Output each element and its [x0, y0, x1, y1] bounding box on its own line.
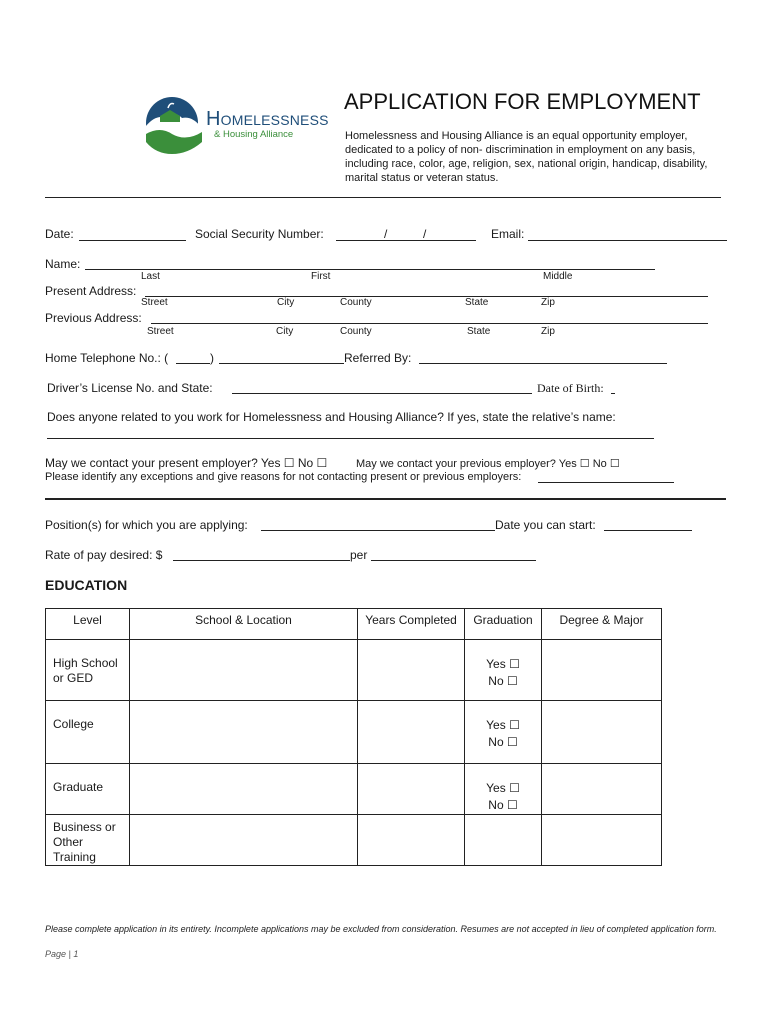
header-level: Level	[46, 609, 130, 640]
name-label: Name:	[45, 257, 81, 271]
graduation-no-checkbox[interactable]: No ☐	[488, 798, 518, 812]
degree-cell[interactable]	[542, 764, 662, 815]
name-input-line[interactable]	[85, 269, 655, 270]
graduation-no-checkbox[interactable]: No ☐	[488, 735, 518, 749]
dob-label: Date of Birth:	[537, 381, 604, 395]
page-number: Page | 1	[45, 949, 79, 959]
eeo-line: dedicated to a policy of non- discrimination in employment on any basis,	[345, 144, 696, 156]
drivers-license-label: Driver’s License No. and State:	[47, 381, 213, 395]
email-input-line[interactable]	[528, 240, 727, 241]
home-phone-close-paren: )	[210, 351, 214, 365]
date-label: Date:	[45, 227, 74, 241]
rate-label: Rate of pay desired: $	[45, 548, 163, 562]
school-cell[interactable]	[130, 701, 358, 764]
header-graduation: Graduation	[465, 609, 542, 640]
per-input-line[interactable]	[371, 560, 536, 561]
start-date-input-line[interactable]	[604, 530, 692, 531]
footer-note: Please complete application in its entirety. Incomplete applications may be excluded from consideration. Resumes are not accepted in lieu of completed application form.	[45, 924, 717, 934]
dob-input-line[interactable]	[611, 393, 615, 394]
degree-cell[interactable]	[542, 701, 662, 764]
ssn-slash: /	[423, 227, 427, 241]
positions-input-line[interactable]	[261, 530, 495, 531]
referred-by-label: Referred By:	[344, 351, 412, 365]
email-label: Email:	[491, 227, 525, 241]
level-cell: College	[46, 701, 130, 764]
section-divider	[45, 498, 726, 500]
graduation-yes-checkbox[interactable]: Yes ☐	[486, 657, 520, 671]
years-cell[interactable]	[358, 640, 465, 701]
start-date-label: Date you can start:	[495, 518, 596, 532]
relative-name-input-line[interactable]	[47, 438, 654, 439]
eeo-line: Homelessness and Housing Alliance is an equal opportunity employer,	[345, 130, 688, 142]
header-divider	[45, 197, 721, 198]
header-years: Years Completed	[358, 609, 465, 640]
present-address-input-line[interactable]	[145, 296, 708, 297]
present-sub-city: City	[277, 297, 295, 308]
eeo-line: marital status or veteran status.	[345, 172, 499, 184]
date-input-line[interactable]	[79, 240, 186, 241]
eeo-statement	[345, 129, 707, 185]
graduation-cell	[465, 640, 542, 701]
school-cell[interactable]	[130, 764, 358, 815]
table-row	[46, 701, 662, 764]
graduation-cell[interactable]	[465, 815, 542, 866]
graduation-yes-checkbox[interactable]: Yes ☐	[486, 718, 520, 732]
name-sub-last: Last	[141, 271, 160, 282]
logo	[146, 96, 329, 154]
ssn-slash: /	[384, 227, 388, 241]
present-sub-county: County	[340, 297, 372, 308]
rate-input-line[interactable]	[173, 560, 350, 561]
drivers-license-input-line[interactable]	[232, 393, 532, 394]
graduation-yes-checkbox[interactable]: Yes ☐	[486, 781, 520, 795]
previous-address-input-line[interactable]	[151, 323, 708, 324]
level-cell: Graduate	[46, 764, 130, 815]
degree-cell[interactable]	[542, 640, 662, 701]
education-table	[45, 608, 662, 866]
previous-sub-county: County	[340, 326, 372, 337]
name-sub-first: First	[311, 271, 331, 282]
logo-mark-icon	[146, 96, 202, 154]
logo-line1: HOMELESSNESS	[206, 108, 329, 130]
school-cell[interactable]	[130, 640, 358, 701]
header-degree: Degree & Major	[542, 609, 662, 640]
degree-cell[interactable]	[542, 815, 662, 866]
present-sub-zip: Zip	[541, 297, 555, 308]
exceptions-input-line[interactable]	[538, 482, 674, 483]
present-sub-street: Street	[141, 297, 168, 308]
present-address-label: Present Address:	[45, 284, 137, 298]
previous-sub-zip: Zip	[541, 326, 555, 337]
home-phone-label: Home Telephone No.: (	[45, 351, 169, 365]
table-row	[46, 815, 662, 866]
years-cell[interactable]	[358, 764, 465, 815]
ssn-input-line[interactable]	[336, 240, 476, 241]
present-sub-state: State	[465, 297, 489, 308]
exceptions-label: Please identify any exceptions and give reasons for not contacting present or previous employers:	[45, 471, 522, 483]
level-cell: Business or Other Training	[46, 815, 130, 866]
graduation-cell	[465, 764, 542, 815]
previous-sub-city: City	[276, 326, 294, 337]
table-row	[46, 640, 662, 701]
home-phone-input-line[interactable]	[219, 363, 344, 364]
table-row	[46, 764, 662, 815]
eeo-line: including race, color, age, religion, sex, national origin, handicap, disability,	[345, 158, 708, 170]
education-heading: EDUCATION	[45, 577, 128, 593]
logo-line2: & Housing Alliance	[214, 129, 294, 140]
per-label: per	[350, 548, 368, 562]
ssn-label: Social Security Number:	[195, 227, 324, 241]
page-title: APPLICATION FOR EMPLOYMENT	[344, 89, 701, 114]
level-cell: High School or GED	[46, 640, 130, 701]
positions-label: Position(s) for which you are applying:	[45, 518, 248, 532]
years-cell[interactable]	[358, 701, 465, 764]
relative-question: Does anyone related to you work for Homelessness and Housing Alliance? If yes, state the relative’s name:	[47, 410, 616, 424]
school-cell[interactable]	[130, 815, 358, 866]
contact-present-employer[interactable]: May we contact your present employer? Yes ☐ No ☐	[45, 456, 328, 470]
header-school: School & Location	[130, 609, 358, 640]
previous-sub-street: Street	[147, 326, 174, 337]
previous-address-label: Previous Address:	[45, 311, 142, 325]
previous-sub-state: State	[467, 326, 491, 337]
years-cell[interactable]	[358, 815, 465, 866]
name-sub-middle: Middle	[543, 271, 573, 282]
table-header-row	[46, 609, 662, 640]
graduation-no-checkbox[interactable]: No ☐	[488, 674, 518, 688]
contact-previous-employer[interactable]: May we contact your previous employer? Yes ☐ No ☐	[356, 458, 620, 470]
referred-by-input-line[interactable]	[419, 363, 667, 364]
area-code-input-line[interactable]	[176, 363, 210, 364]
graduation-cell	[465, 701, 542, 764]
